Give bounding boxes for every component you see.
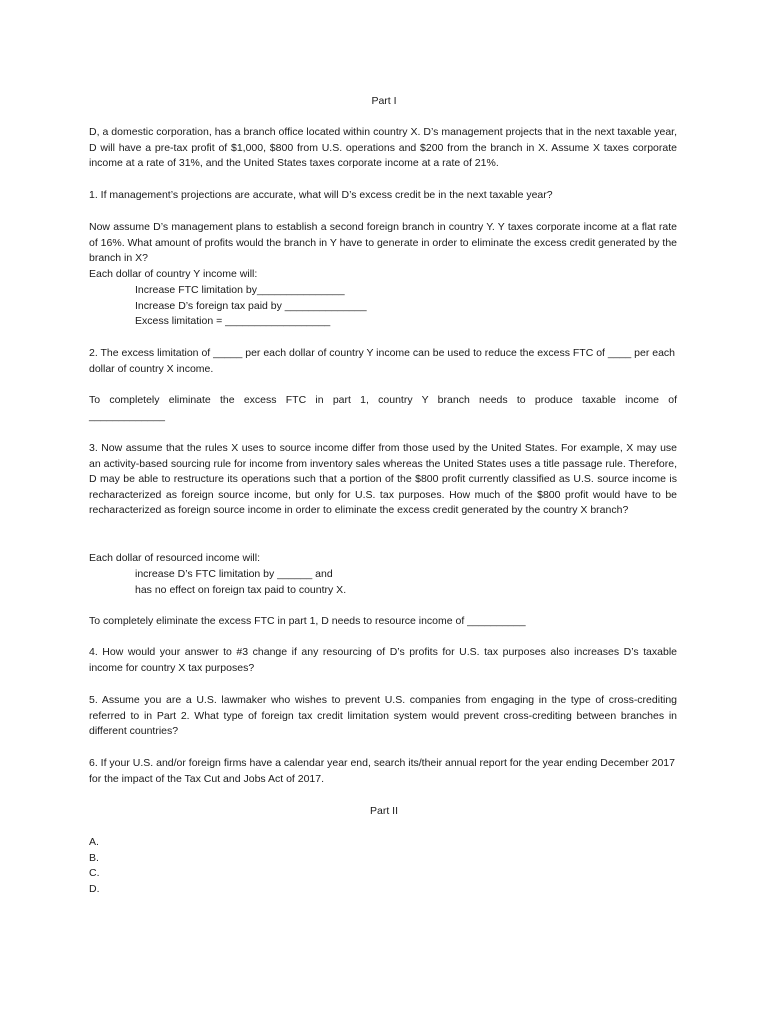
part-two-list	[89, 835, 677, 897]
question-5: 5. Assume you are a U.S. lawmaker who wishes to prevent U.S. companies from engaging in the type of cross-crediting referred to in Part 2. What type of foreign tax credit limitation system would prevent cross-crediting between branches in different countries?	[89, 694, 677, 738]
resourced-effects-list	[89, 567, 677, 598]
increase-ftc-limitation-line: Increase FTC limitation by_______________	[135, 284, 345, 296]
eliminate-resource-line: To completely eliminate the excess FTC in part 1, D needs to resource income of __________	[89, 615, 526, 627]
part-two-item-d: D.	[89, 882, 100, 895]
each-dollar-y-heading: Each dollar of country Y income will:	[89, 268, 258, 280]
question-6: 6. If your U.S. and/or foreign firms have a calendar year end, search its/their annual report for the year ending December 2017 for the impact of the Tax Cut and Jobs Act of 2017.	[89, 757, 675, 785]
y-income-effects-list	[89, 283, 677, 330]
eliminate-y-line-1: To completely eliminate the excess FTC in part 1, country Y branch needs to produce taxable income of	[89, 394, 677, 406]
question-2: 2. The excess limitation of _____ per each dollar of country Y income can be used to reduce the excess FTC of ____ per each dollar of country X income.	[89, 347, 676, 375]
eliminate-y-blank: _____________	[89, 409, 165, 422]
part-one-heading: Part I	[371, 95, 397, 107]
each-dollar-resourced-heading: Each dollar of resourced income will:	[89, 552, 260, 564]
question-1: 1. If management’s projections are accurate, what will D’s excess credit be in the next taxable year?	[89, 189, 553, 201]
intro-paragraph: D, a domestic corporation, has a branch office located within country X. D’s management projects that in the next taxable year, D will have a pre-tax profit of $1,000, $800 from U.S. operations and $200 from the branch in X. Assume X taxes corporate income at a rate of 31%, and the United States taxes corporate income at a rate of 21%.	[89, 126, 677, 170]
part-two-item-a: A.	[89, 836, 99, 848]
part-two-item-b: B.	[89, 851, 99, 864]
increase-ftc-by-line: increase D’s FTC limitation by ______ and	[135, 568, 333, 580]
part-two-item-c: C.	[89, 867, 100, 880]
scenario-y-paragraph: Now assume D’s management plans to establish a second foreign branch in country Y. Y taxes corporate income at a flat rate of 16%. What amount of profits would the branch in Y have to generate in order to eliminate the excess credit generated by the branch in X?	[89, 221, 677, 265]
eliminate-y-paragraph	[89, 393, 677, 424]
part-two-heading: Part II	[369, 805, 398, 817]
no-effect-line: has no effect on foreign tax paid to country X.	[135, 583, 347, 596]
increase-foreign-tax-line: Increase D’s foreign tax paid by ______________	[135, 299, 367, 312]
question-4: 4. How would your answer to #3 change if any resourcing of D’s profits for U.S. tax purposes also increases D’s taxable income for country X tax purposes?	[89, 646, 677, 674]
excess-limitation-line: Excess limitation = __________________	[135, 315, 331, 328]
question-3: 3. Now assume that the rules X uses to source income differ from those used by the United States. For example, X may use an activity-based sourcing rule for income from inventory sales whereas the United States uses a title passage rule. Therefore, D may be able to restructure its operations such that a portion of the $800 profit currently classified as U.S. source income is recharacterized as foreign source income, but only for U.S. tax purposes. How much of the $800 profit would have to be recharacterized as foreign source income in order to eliminate the excess credit generated by the country X branch?	[89, 442, 677, 517]
